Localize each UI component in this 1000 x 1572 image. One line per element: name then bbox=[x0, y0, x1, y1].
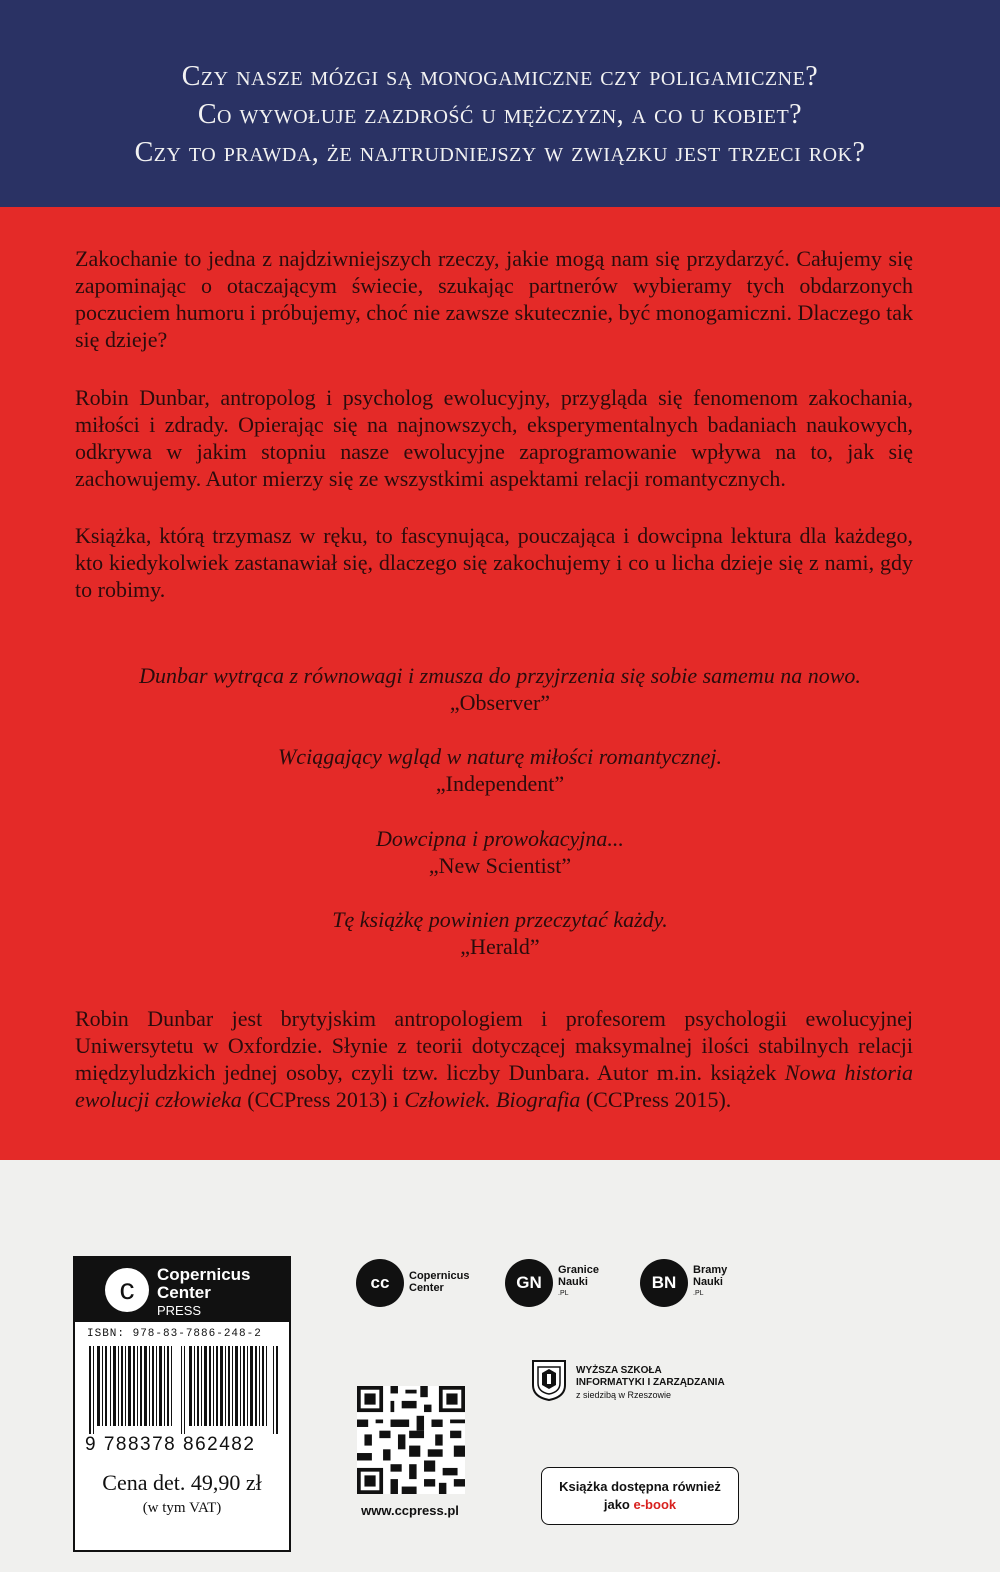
partner-pl: .PL bbox=[558, 1290, 569, 1297]
partner-line-1: Bramy bbox=[693, 1264, 728, 1276]
school-crest-icon bbox=[531, 1359, 567, 1401]
publisher-name-line-1: Copernicus bbox=[157, 1265, 251, 1284]
school-line-1: WYŻSZA SZKOŁA bbox=[576, 1365, 662, 1376]
bio-book-title-1: Nowa historia ewolucji człowieka bbox=[75, 1060, 913, 1112]
ebook-notice bbox=[541, 1467, 739, 1525]
question-2: Co wywołuje zazdrość u mężczyzn, a co u kobiet? bbox=[197, 99, 803, 130]
isbn: ISBN: 978-83-7886-248-2 bbox=[87, 1328, 262, 1340]
bio-text-2: (CCPress 2013) i bbox=[241, 1087, 405, 1112]
quote-text: Wciągający wgląd w naturę miłości romantycznej. bbox=[277, 744, 722, 769]
qr-code-icon bbox=[357, 1386, 465, 1494]
copernicus-logo-icon: ϲ bbox=[105, 1268, 149, 1312]
quote-text: Dunbar wytrąca z równowagi i zmusza do przyjrzenia się sobie samemu na nowo. bbox=[139, 663, 861, 688]
gn-icon: GN bbox=[505, 1259, 553, 1307]
partner-line-2: Center bbox=[409, 1282, 444, 1294]
publisher-logo bbox=[75, 1258, 289, 1322]
partner-line-2: Nauki bbox=[558, 1276, 588, 1288]
question-1: Czy nasze mózgi są monogamiczne czy poligamiczne? bbox=[181, 61, 819, 92]
quote-1 bbox=[40, 662, 960, 716]
paragraph-author-study: Robin Dunbar, antropolog i psycholog ewolucyjny, przygląda się fenomenom zakochania, miłości i zdrady. Opierając się na najnowszych, eksperymentalnych badaniach naukowych, odkrywa w jakim stopniu nasze ewolucyjne zaprogramowanie wpływa na to, jak się zachowujemy. Autor mierzy się ze wszystkimi aspektami relacji romantycznych. bbox=[75, 385, 913, 491]
school-line-3: z siedzibą w Rzeszowie bbox=[576, 1390, 672, 1400]
ebook-line-1: Książka dostępna również bbox=[559, 1479, 721, 1494]
copernicus-center-icon: cc bbox=[356, 1259, 404, 1307]
barcode-number: 9 788378 862482 bbox=[85, 1434, 256, 1455]
publisher-press: PRESS bbox=[157, 1303, 202, 1318]
quote-4 bbox=[40, 906, 960, 960]
partner-pl: .PL bbox=[693, 1290, 704, 1297]
ebook-highlight: e-book bbox=[633, 1497, 677, 1512]
author-bio bbox=[75, 1005, 913, 1113]
barcode-image bbox=[89, 1346, 279, 1434]
website-url[interactable]: www.ccpress.pl bbox=[361, 1503, 459, 1518]
bn-icon: BN bbox=[640, 1259, 688, 1307]
paragraph-intro: Zakochanie to jedna z najdziwniejszych rzeczy, jakie mogą nam się przydarzyć. Całujemy się zapominając o otaczającym świecie, szukając partnerów wybieramy tych obdarzonych poczuciem humoru i próbujemy, choć nie zawsze skutecznie, być monogamiczni. Dlaczego tak się dzieje? bbox=[75, 246, 913, 352]
bio-book-title-2: Człowiek. Biografia bbox=[404, 1087, 581, 1112]
quote-3 bbox=[40, 825, 960, 879]
barcode-card bbox=[73, 1256, 291, 1552]
partner-line-1: Granice bbox=[558, 1264, 599, 1276]
vat-note: (w tym VAT) bbox=[142, 1500, 222, 1516]
school-logo bbox=[531, 1359, 761, 1407]
paragraph-book-summary: Książka, którą trzymasz w ręku, to fascynująca, pouczająca i dowcipna lektura dla każdego, kto kiedykolwiek zastanawiał się, dlaczego się zakochujemy i co u licha dzieje się z nami, gdy to robimy. bbox=[75, 523, 913, 602]
ebook-line-2-prefix: jako bbox=[603, 1497, 630, 1512]
price: Cena det. 49,90 zł bbox=[102, 1470, 262, 1495]
partner-line-2: Nauki bbox=[693, 1276, 723, 1288]
bio-text-1: Robin Dunbar jest brytyjskim antropologiem i profesorem psychologii ewolucyjnej Uniwersytetu w Oxfordzie. Słynie z teorii dotyczącej maksymalnej ilości stabilnych relacji międzyludzkich jednej osoby, czyli tzw. liczby Dunbara. Autor m.in. książek bbox=[75, 1006, 913, 1085]
question-3: Czy to prawda, że najtrudniejszy w związku jest trzeci rok? bbox=[134, 137, 866, 168]
quote-source: „Independent” bbox=[435, 771, 565, 796]
quote-text: Tę książkę powinien przeczytać każdy. bbox=[332, 907, 668, 932]
questions-block bbox=[40, 58, 960, 172]
quote-text: Dowcipna i prowokacyjna... bbox=[376, 826, 624, 851]
bio-text-3: (CCPress 2015). bbox=[580, 1087, 732, 1112]
publisher-name-line-2: Center bbox=[157, 1283, 211, 1302]
quote-2 bbox=[40, 743, 960, 797]
quote-source: „Herald” bbox=[460, 934, 540, 959]
quote-source: „New Scientist” bbox=[428, 853, 572, 878]
quote-source: „Observer” bbox=[449, 690, 551, 715]
school-line-2: INFORMATYKI I ZARZĄDZANIA bbox=[576, 1377, 725, 1388]
partner-line-1: Copernicus bbox=[409, 1270, 470, 1282]
